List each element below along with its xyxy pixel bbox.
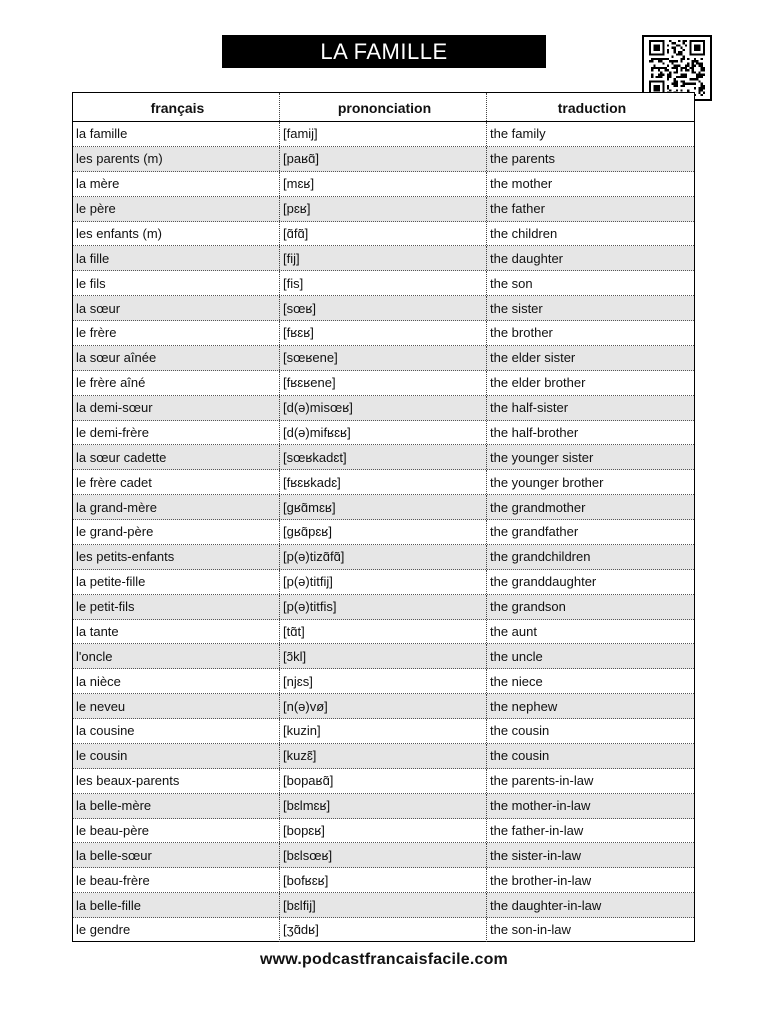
cell-traduction: the elder sister	[490, 350, 576, 366]
table-row	[73, 271, 694, 296]
cell-traduction: the children	[490, 225, 558, 241]
table-row	[73, 794, 694, 819]
table-row	[73, 694, 694, 719]
table-header	[73, 93, 694, 122]
cell-traduction: the father	[490, 201, 545, 217]
cell-prononciation: [sœʁkadɛt]	[280, 445, 487, 469]
table-body	[73, 122, 694, 942]
table-row	[73, 769, 694, 794]
table-row	[73, 669, 694, 694]
cell-prononciation: [famij]	[280, 122, 487, 146]
cell-prononciation: [njɛs]	[280, 669, 487, 693]
cell-francais: la sœur cadette	[73, 445, 280, 469]
cell-francais: le demi-frère	[73, 421, 280, 445]
cell-francais: la grand-mère	[73, 495, 280, 519]
cell-francais: les parents (m)	[73, 147, 280, 171]
cell-prononciation: [p(ə)tizɑ̃fɑ̃]	[280, 545, 487, 569]
cell-traduction: the nephew	[490, 698, 558, 714]
cell-prononciation: [p(ə)titfis]	[280, 595, 487, 619]
table-row	[73, 222, 694, 247]
cell-traduction: the son	[490, 275, 533, 291]
website-url[interactable]: www.podcastfrancaisfacile.com	[260, 951, 508, 968]
table-row	[73, 172, 694, 197]
cell-traduction: the son-in-law	[490, 922, 571, 938]
cell-prononciation: [fʁɛʁene]	[280, 371, 487, 395]
cell-traduction: the aunt	[490, 623, 537, 639]
cell-traduction: the cousin	[490, 723, 550, 739]
cell-traduction: the grandfather	[490, 524, 579, 540]
cell-francais: la sœur	[73, 296, 280, 320]
table-row	[73, 321, 694, 346]
cell-prononciation: [bofʁɛʁ]	[280, 868, 487, 892]
table-row	[73, 371, 694, 396]
cell-prononciation: [kuzin]	[280, 719, 487, 743]
cell-francais: la belle-fille	[73, 893, 280, 917]
cell-francais: le cousin	[73, 744, 280, 768]
cell-traduction: the family	[490, 126, 546, 142]
cell-prononciation: [bɛlsœʁ]	[280, 843, 487, 867]
table-row	[73, 470, 694, 495]
cell-traduction: the uncle	[490, 648, 543, 664]
cell-prononciation: [fʁɛʁkadɛ]	[280, 470, 487, 494]
cell-prononciation: [ɑ̃fɑ̃]	[280, 222, 487, 246]
cell-francais: le fils	[73, 271, 280, 295]
cell-traduction: the brother-in-law	[490, 872, 592, 888]
cell-prononciation: [sœʁ]	[280, 296, 487, 320]
cell-prononciation: [bopaʁɑ̃]	[280, 769, 487, 793]
cell-prononciation: [ʒɑ̃dʁ]	[280, 918, 487, 942]
cell-prononciation: [fis]	[280, 271, 487, 295]
cell-francais: le grand-père	[73, 520, 280, 544]
header-francais: français	[73, 93, 280, 121]
cell-francais: la petite-fille	[73, 570, 280, 594]
cell-prononciation: [bɛlmɛʁ]	[280, 794, 487, 818]
cell-francais: le frère	[73, 321, 280, 345]
cell-traduction: the mother-in-law	[490, 798, 591, 814]
cell-prononciation: [fij]	[280, 246, 487, 270]
cell-francais: le frère cadet	[73, 470, 280, 494]
table-row	[73, 147, 694, 172]
cell-prononciation: [bopɛʁ]	[280, 819, 487, 843]
cell-francais: la belle-mère	[73, 794, 280, 818]
cell-traduction: the sister	[490, 300, 543, 316]
table-row	[73, 644, 694, 669]
table-row	[73, 445, 694, 470]
cell-prononciation: [n(ə)vø]	[280, 694, 487, 718]
header-prononciation: prononciation	[280, 93, 487, 121]
cell-francais: le neveu	[73, 694, 280, 718]
table-row	[73, 122, 694, 147]
cell-traduction: the daughter-in-law	[490, 897, 602, 913]
table-row	[73, 620, 694, 645]
cell-francais: l'oncle	[73, 644, 280, 668]
cell-traduction: the half-brother	[490, 424, 579, 440]
cell-traduction: the parents-in-law	[490, 773, 594, 789]
cell-prononciation: [gʁɑ̃mɛʁ]	[280, 495, 487, 519]
cell-francais: le beau-frère	[73, 868, 280, 892]
page-title	[222, 35, 546, 68]
cell-francais: les beaux-parents	[73, 769, 280, 793]
table-row	[73, 421, 694, 446]
cell-francais: la sœur aînée	[73, 346, 280, 370]
cell-traduction: the brother	[490, 325, 553, 341]
table-row	[73, 918, 694, 942]
cell-traduction: the sister-in-law	[490, 847, 582, 863]
cell-traduction: the grandson	[490, 599, 566, 615]
cell-prononciation: [sœʁene]	[280, 346, 487, 370]
vocabulary-table	[72, 92, 695, 942]
cell-francais: la demi-sœur	[73, 396, 280, 420]
table-row	[73, 246, 694, 271]
cell-traduction: the grandchildren	[490, 549, 591, 565]
cell-traduction: the father-in-law	[490, 822, 584, 838]
table-row	[73, 843, 694, 868]
cell-prononciation: [d(ə)misœʁ]	[280, 396, 487, 420]
cell-prononciation: [bɛlfij]	[280, 893, 487, 917]
table-row	[73, 819, 694, 844]
cell-prononciation: [p(ə)titfij]	[280, 570, 487, 594]
cell-prononciation: [kuzɛ̃]	[280, 744, 487, 768]
table-row	[73, 570, 694, 595]
cell-francais: la tante	[73, 620, 280, 644]
cell-francais: la belle-sœur	[73, 843, 280, 867]
cell-francais: les petits-enfants	[73, 545, 280, 569]
cell-prononciation: [d(ə)mifʁɛʁ]	[280, 421, 487, 445]
cell-prononciation: [tɑ̃t]	[280, 620, 487, 644]
cell-prononciation: [ɔ̃kl]	[280, 644, 487, 668]
cell-traduction: the younger brother	[490, 474, 604, 490]
cell-francais: le père	[73, 197, 280, 221]
table-row	[73, 719, 694, 744]
cell-francais: la fille	[73, 246, 280, 270]
table-row	[73, 520, 694, 545]
table-row	[73, 296, 694, 321]
table-row	[73, 197, 694, 222]
page-title-text: LA FAMILLE	[320, 38, 448, 64]
table-row	[73, 495, 694, 520]
cell-traduction: the younger sister	[490, 449, 594, 465]
cell-prononciation: [pɛʁ]	[280, 197, 487, 221]
table-row	[73, 545, 694, 570]
cell-francais: la mère	[73, 172, 280, 196]
cell-traduction: the granddaughter	[490, 574, 597, 590]
table-row	[73, 744, 694, 769]
table-row	[73, 396, 694, 421]
cell-francais: le frère aîné	[73, 371, 280, 395]
cell-traduction: the cousin	[490, 748, 550, 764]
cell-traduction: the mother	[490, 176, 553, 192]
table-row	[73, 868, 694, 893]
cell-francais: la cousine	[73, 719, 280, 743]
cell-francais: la famille	[73, 122, 280, 146]
cell-prononciation: [fʁɛʁ]	[280, 321, 487, 345]
table-row	[73, 595, 694, 620]
cell-francais: le petit-fils	[73, 595, 280, 619]
header-traduction: traduction	[557, 100, 627, 116]
cell-prononciation: [mɛʁ]	[280, 172, 487, 196]
cell-traduction: the half-sister	[490, 400, 569, 416]
cell-traduction: the grandmother	[490, 499, 586, 515]
cell-traduction: the elder brother	[490, 375, 586, 391]
cell-traduction: the niece	[490, 673, 543, 689]
cell-francais: le gendre	[73, 918, 280, 942]
cell-francais: les enfants (m)	[73, 222, 280, 246]
cell-francais: la nièce	[73, 669, 280, 693]
cell-prononciation: [gʁɑ̃pɛʁ]	[280, 520, 487, 544]
cell-traduction: the parents	[490, 151, 556, 167]
cell-prononciation: [paʁɑ̃]	[280, 147, 487, 171]
cell-francais: le beau-père	[73, 819, 280, 843]
table-row	[73, 346, 694, 371]
table-row	[73, 893, 694, 918]
cell-traduction: the daughter	[490, 250, 564, 266]
